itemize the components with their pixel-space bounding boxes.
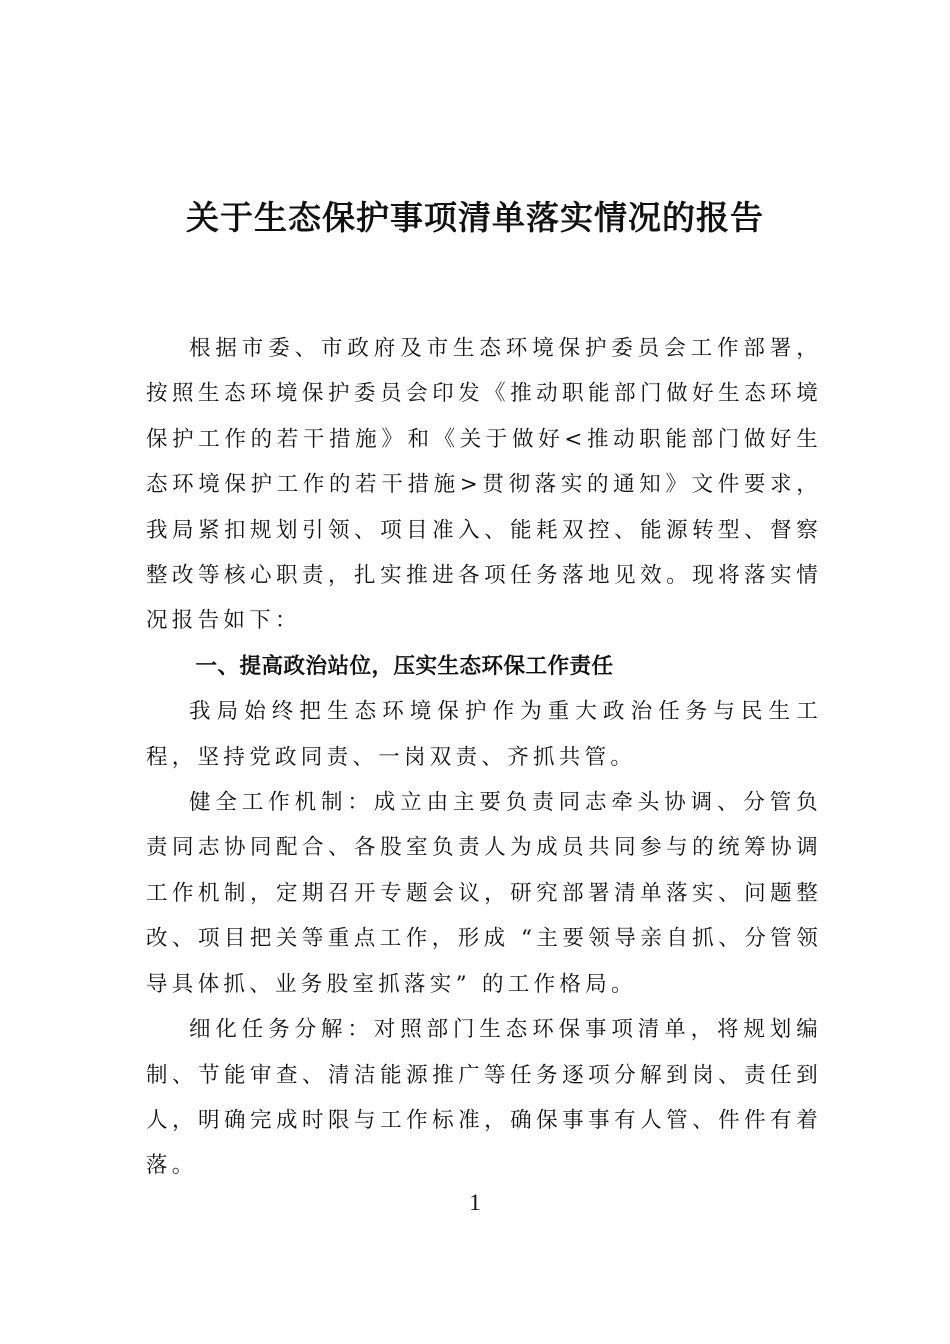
document-title: 关于生态保护事项清单落实情况的报告 [186,198,764,237]
section-1-paragraph-1: 我局始终把生态环境保护作为重大政治任务与民生工程，坚持党政同责、一岗双责、齐抓共管。 [146,699,822,770]
page-number: 1 [469,1190,481,1215]
section-1-heading: 一、提高政治站位，压实生态环保工作责任 [195,653,614,679]
intro-paragraph: 根据市委、市政府及市生态环境保护委员会工作部署，按照生态环境保护委员会印发《推动职能部门做好生态环境保护工作的若干措施》和《关于做好<推动职能部门做好生态环境保护工作的若干措施>贯彻落实的通知》文件要求，我局紧扣规划引领、项目准入、能耗双控、能源转型、督察整改等核心职责，扎实推进各项任务落地见效。现将落实情况报告如下： [146,336,822,634]
section-1-paragraph-3: 细化任务分解：对照部门生态环保事项清单，将规划编制、节能审查、清洁能源推广等任务逐项分解到岗、责任到人，明确完成时限与工作标准，确保事事有人管、件件有着落。 [146,1017,822,1179]
document-body [146,326,822,1189]
section-1-paragraph-2: 健全工作机制：成立由主要负责同志牵头协调、分管负责同志协同配合、各股室负责人为成员共同参与的统筹协调工作机制，定期召开专题会议，研究部署清单落实、问题整改、项目把关等重点工作，形成 “主要领导亲自抓、分管领导具体抓、业务股室抓落实” 的工作格局。 [146,790,822,997]
